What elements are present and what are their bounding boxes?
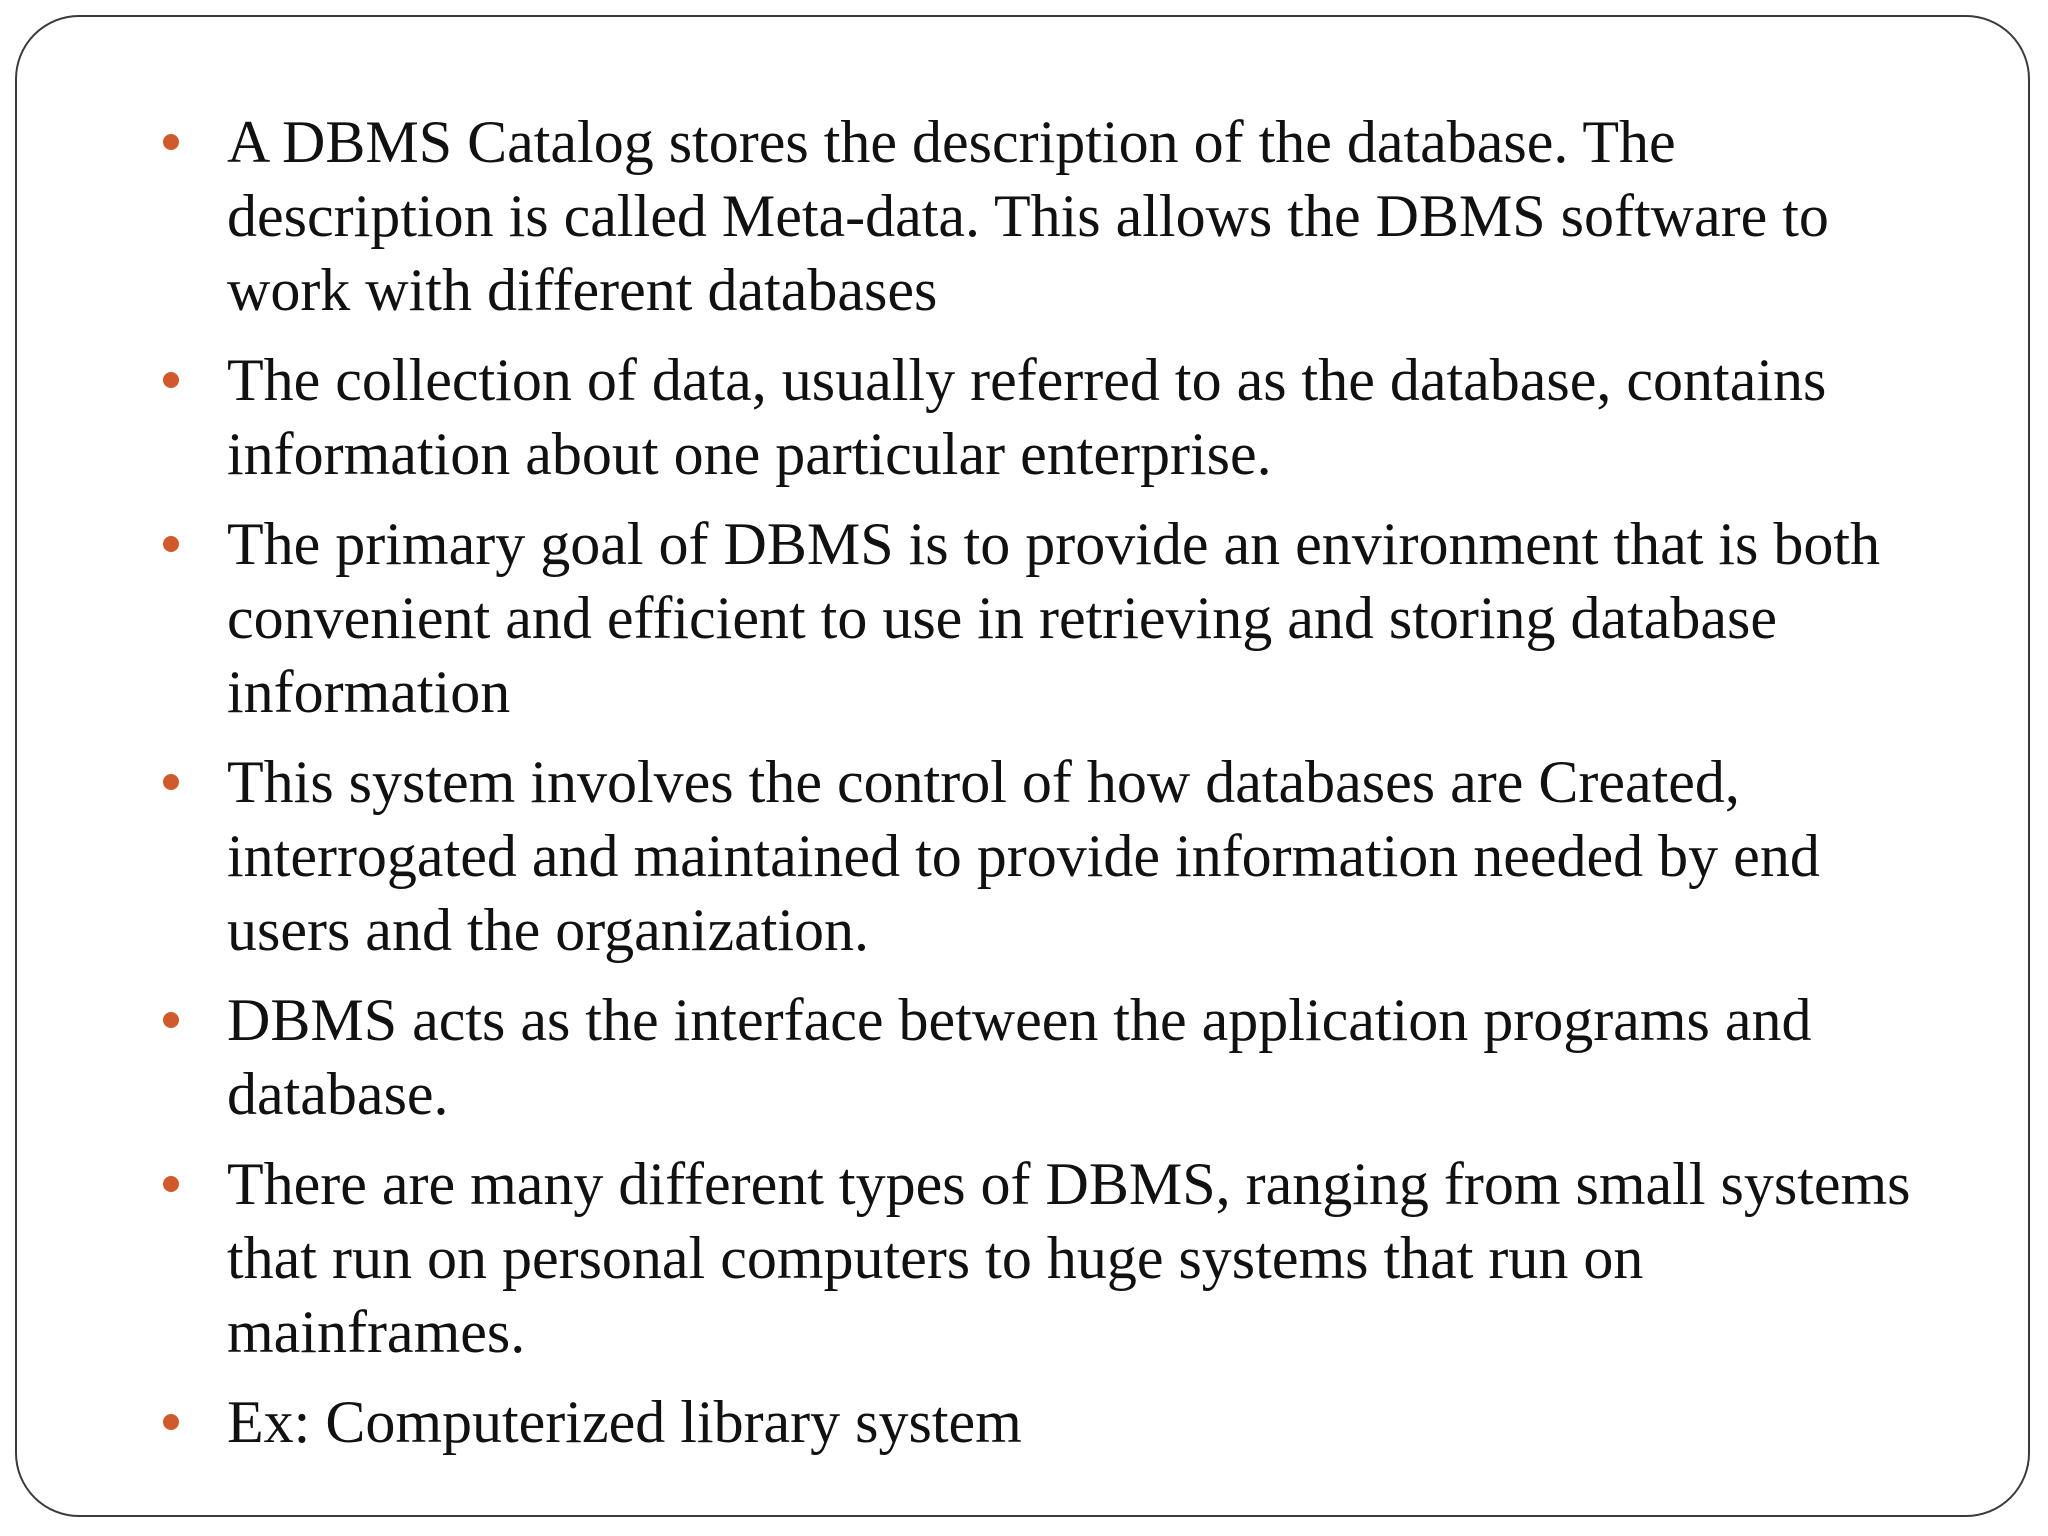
bullet-dot-icon xyxy=(163,134,179,150)
bullet-item xyxy=(163,105,1983,327)
bullet-item xyxy=(163,343,1983,491)
bullet-dot-icon xyxy=(163,372,179,388)
bullet-text: DBMS acts as the interface between the application programs and database. xyxy=(227,987,1812,1127)
bullet-item xyxy=(163,983,1983,1131)
bullet-dot-icon xyxy=(163,1012,179,1028)
bullet-text: This system involves the control of how databases are Created, interrogated and maintained to provide information needed by end users and the organization. xyxy=(227,749,1820,963)
bullet-text: The collection of data, usually referred to as the database, contains information about one particular enterprise. xyxy=(227,347,1827,487)
bullet-item xyxy=(163,1147,1983,1369)
bullet-list xyxy=(163,105,1983,1475)
bullet-dot-icon xyxy=(163,1414,179,1430)
slide-frame xyxy=(15,15,2030,1517)
bullet-dot-icon xyxy=(163,1176,179,1192)
bullet-item xyxy=(163,507,1983,729)
bullet-item xyxy=(163,745,1983,967)
bullet-text: Ex: Computerized library system xyxy=(227,1389,1022,1455)
bullet-text: There are many different types of DBMS, ranging from small systems that run on personal computers to huge systems that run on mainframes. xyxy=(227,1151,1911,1365)
bullet-text: A DBMS Catalog stores the description of the database. The description is called Meta-data. This allows the DBMS software to work with different databases xyxy=(227,109,1829,323)
bullet-dot-icon xyxy=(163,536,179,552)
bullet-item xyxy=(163,1385,1983,1459)
bullet-text: The primary goal of DBMS is to provide an environment that is both convenient and efficient to use in retrieving and storing database information xyxy=(227,511,1881,725)
bullet-dot-icon xyxy=(163,774,179,790)
